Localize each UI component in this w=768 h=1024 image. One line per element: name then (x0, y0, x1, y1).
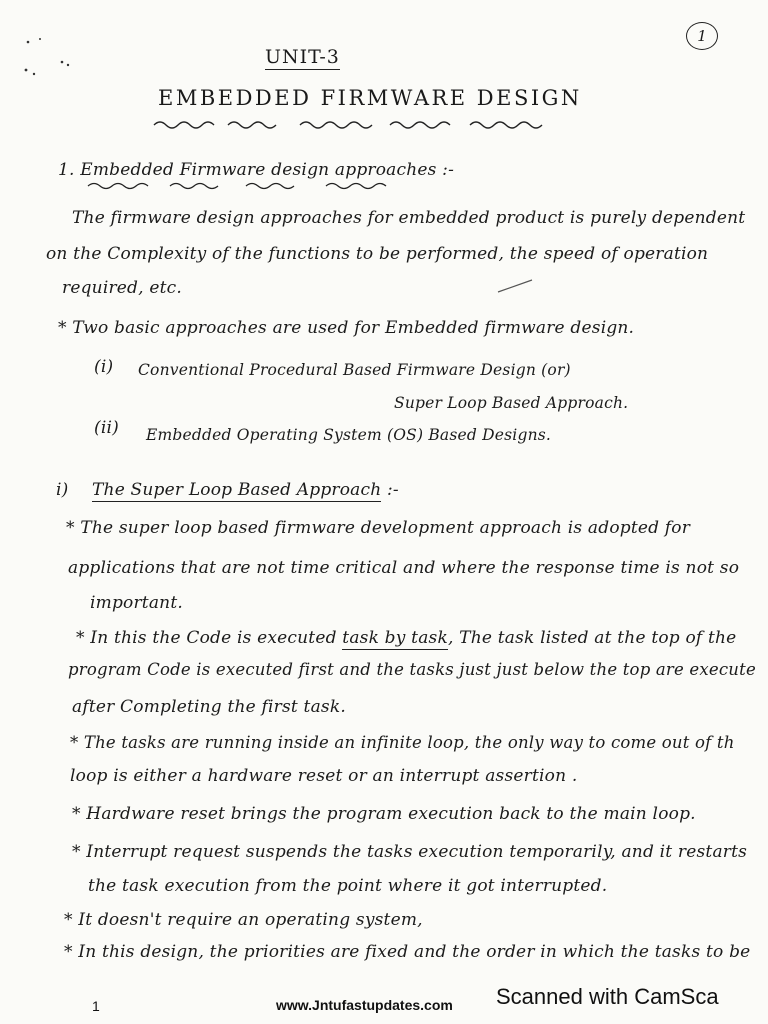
section2-heading (92, 480, 399, 500)
section1-para-line-3: required, etc. (62, 278, 182, 298)
page-title: EMBEDDED FIRMWARE DESIGN (158, 86, 582, 110)
section1-heading: 1. Embedded Firmware design approaches :- (58, 160, 455, 180)
bullet-7: * In this design, the priorities are fixed and the order in which the tasks to be (64, 942, 751, 962)
approach-2-line-1: Embedded Operating System (OS) Based Designs. (146, 426, 552, 444)
section1-underline-squiggle (86, 180, 426, 192)
bullet-2-line-1 (76, 628, 736, 648)
bullet-5-line-2: the task execution from the point where it got interrupted. (88, 876, 608, 896)
bullet-1-line-3: important. (90, 593, 183, 613)
footer-website: www.Jntufastupdates.com (276, 997, 453, 1013)
section1-para-line-1: The firmware design approaches for embedded product is purely dependent (72, 208, 746, 228)
bullet-4: * Hardware reset brings the program execution back to the main loop. (72, 804, 696, 824)
pencil-tick (496, 276, 536, 296)
scanner-watermark: Scanned with CamSca (496, 984, 719, 1009)
section1-para-line-2: on the Complexity of the functions to be performed, the speed of operation (46, 244, 709, 264)
approach-1-line-1: Conventional Procedural Based Firmware Design (or) (138, 361, 571, 379)
section2-heading-text: The Super Loop Based Approach (92, 480, 382, 500)
bullet-2-line-2: program Code is executed first and the tasks just just below the top are execute (68, 660, 756, 679)
bullet-2-line-3: after Completing the first task. (72, 697, 346, 717)
margin-specks (20, 30, 100, 110)
approach-1-number: (i) (94, 357, 114, 377)
bullet-3-line-1: * The tasks are running inside an infinite loop, the only way to come out of th (70, 733, 735, 752)
bullet-5-line-1: * Interrupt request suspends the tasks execution temporarily, and it restarts (72, 842, 748, 862)
bullet-2-line-1-a: * In this the Code is executed (76, 628, 343, 648)
unit-heading: UNIT-3 (265, 46, 340, 68)
bullet-3-line-2: loop is either a hardware reset or an interrupt assertion . (70, 766, 578, 786)
bullet-1-line-1: * The super loop based firmware development approach is adopted for (66, 518, 691, 538)
task-by-task: task by task (342, 628, 448, 648)
section2-number: i) (56, 480, 69, 500)
bullet-1-line-2: applications that are not time critical and where the response time is not so (68, 558, 740, 578)
approach-1-line-2: Super Loop Based Approach. (394, 394, 629, 412)
bullet-2-line-1-b: , The task listed at the top of the (447, 628, 737, 648)
title-underline-squiggle (150, 118, 570, 132)
section1-bullet: * Two basic approaches are used for Embedded firmware design. (58, 318, 635, 338)
bullet-6: * It doesn't require an operating system, (64, 910, 423, 930)
approach-2-number: (ii) (94, 418, 119, 438)
section2-heading-suffix: :- (381, 480, 399, 500)
page-marker: 1 (686, 22, 718, 50)
footer-page-number: 1 (92, 998, 100, 1014)
